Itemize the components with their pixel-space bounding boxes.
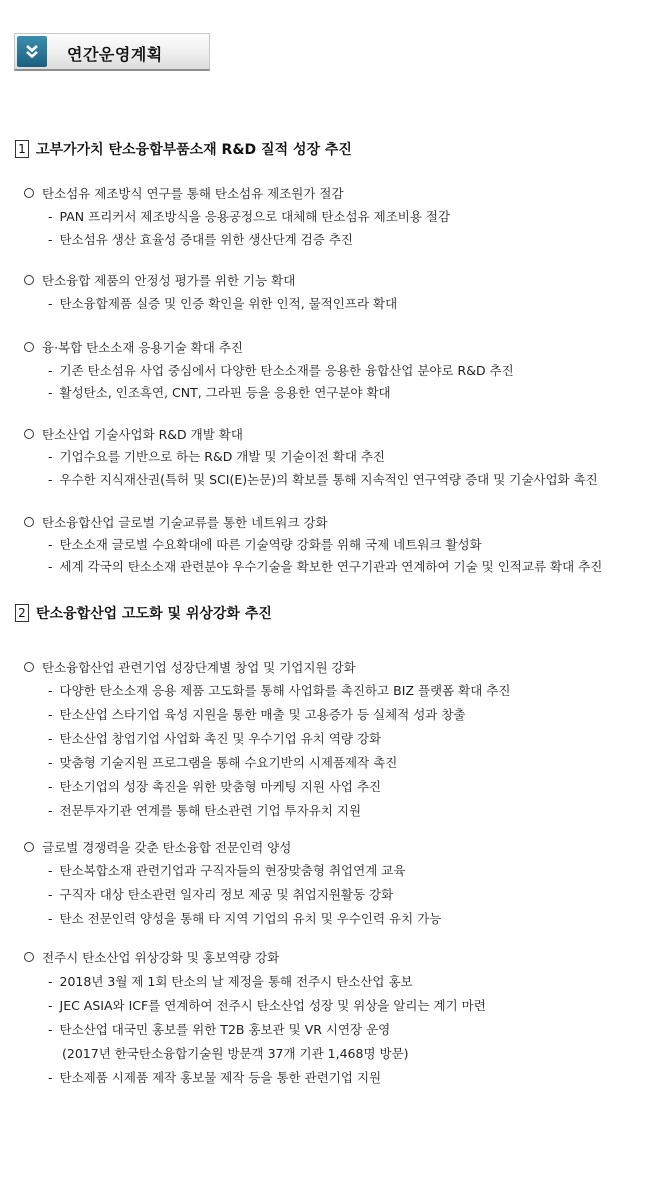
- section-title: 탄소융합산업 고도화 및 위상강화 추진: [36, 606, 272, 622]
- sub-item: - 탄소복합소재 관련기업과 구직자들의 현장맞춤형 취업연계 교육: [48, 863, 406, 878]
- section-number: 1: [15, 140, 29, 158]
- chevron-double-down-icon: [17, 36, 47, 67]
- sub-item: - 전문투자기관 연계를 통해 탄소관련 기업 투자유치 지원: [48, 803, 362, 818]
- bullet-item: 탄소섬유 제조방식 연구를 통해 탄소섬유 제조원가 절감: [24, 184, 344, 202]
- bullet-item: 탄소융합 제품의 안정성 평가를 위한 기능 확대: [24, 271, 295, 289]
- bullet-item: 글로벌 경쟁력을 갖춘 탄소융합 전문인력 양성: [24, 838, 291, 856]
- page-title: 연간운영계획: [67, 45, 163, 64]
- circle-bullet-icon: [24, 429, 34, 439]
- bullet-item: 융·복합 탄소소재 응용기술 확대 추진: [24, 338, 243, 356]
- sub-item: - 탄소 전문인력 양성을 통해 타 지역 기업의 유치 및 우수인력 유치 가능: [48, 911, 442, 926]
- sub-item: - 2018년 3월 제 1회 탄소의 날 제정을 통해 전주시 탄소산업 홍보: [48, 974, 413, 989]
- sub-item: - 기업수요를 기반으로 하는 R&D 개발 및 기술이전 확대 추진: [48, 449, 386, 464]
- page-header: [14, 33, 210, 71]
- sub-item: - 다양한 탄소소재 응용 제품 고도화를 통해 사업화를 촉진하고 BIZ 플랫폼 확대 추진: [48, 683, 511, 698]
- section-heading: [15, 139, 352, 159]
- sub-item: - 탄소소재 글로벌 수요확대에 따른 기술역량 강화를 위해 국제 네트워크 활성화: [48, 537, 482, 552]
- sub-item: - 탄소섬유 생산 효율성 증대를 위한 생산단계 검증 추진: [48, 232, 353, 247]
- circle-bullet-icon: [24, 342, 34, 352]
- section-number: 2: [15, 604, 29, 622]
- circle-bullet-icon: [24, 842, 34, 852]
- sub-item: - 탄소기업의 성장 촉진을 위한 맞춤형 마케팅 지원 사업 추진: [48, 779, 382, 794]
- sub-item: - 탄소제품 시제품 제작 홍보물 제작 등을 통한 관련기업 지원: [48, 1070, 382, 1085]
- circle-bullet-icon: [24, 952, 34, 962]
- section-title: 고부가가치 탄소융합부품소재 R&D 질적 성장 추진: [36, 142, 352, 158]
- circle-bullet-icon: [24, 662, 34, 672]
- bullet-item: 탄소융합산업 관련기업 성장단계별 창업 및 기업지원 강화: [24, 658, 356, 676]
- sub-item: - 탄소산업 대국민 홍보를 위한 T2B 홍보관 및 VR 시연장 운영: [48, 1022, 391, 1037]
- sub-item: - 세계 각국의 탄소소재 관련분야 우수기술을 확보한 연구기관과 연계하여 기술 및 인적교류 확대 추진: [48, 559, 603, 574]
- circle-bullet-icon: [24, 188, 34, 198]
- sub-item: - JEC ASIA와 ICF를 연계하여 전주시 탄소산업 성장 및 위상을 알리는 계기 마련: [48, 998, 486, 1013]
- sub-item: - 우수한 지식재산권(특허 및 SCI(E)논문)의 확보를 통해 지속적인 연구역량 증대 및 기술사업화 촉진: [48, 472, 598, 487]
- section-heading: [15, 603, 272, 623]
- sub-item: - 맞춤형 기술지원 프로그램을 통해 수요기반의 시제품제작 촉진: [48, 755, 398, 770]
- circle-bullet-icon: [24, 517, 34, 527]
- sub-item: - PAN 프리커서 제조방식을 응용공정으로 대체해 탄소섬유 제조비용 절감: [48, 209, 451, 224]
- sub-item: - 구직자 대상 탄소관련 일자리 정보 제공 및 취업지원활동 강화: [48, 887, 394, 902]
- sub-item: - 탄소융합제품 실증 및 인증 확인을 위한 인적, 물적인프라 확대: [48, 296, 398, 311]
- sub-item: - 탄소산업 창업기업 사업화 촉진 및 우수기업 유치 역량 강화: [48, 731, 382, 746]
- sub-item: - 탄소산업 스타기업 육성 지원을 통한 매출 및 고용증가 등 실체적 성과 창출: [48, 707, 466, 722]
- bullet-item: 탄소산업 기술사업화 R&D 개발 확대: [24, 425, 243, 443]
- sub-item: - 기존 탄소섬유 사업 중심에서 다양한 탄소소재를 응용한 융합산업 분야로 R&D 추진: [48, 363, 514, 378]
- circle-bullet-icon: [24, 275, 34, 285]
- sub-item-note: (2017년 한국탄소융합기술원 방문객 37개 기관 1,468명 방문): [62, 1046, 409, 1061]
- sub-item: - 활성탄소, 인조흑연, CNT, 그라핀 등을 응용한 연구분야 확대: [48, 385, 391, 400]
- bullet-item: 탄소융합산업 글로벌 기술교류를 통한 네트워크 강화: [24, 513, 328, 531]
- bullet-item: 전주시 탄소산업 위상강화 및 홍보역량 강화: [24, 948, 279, 966]
